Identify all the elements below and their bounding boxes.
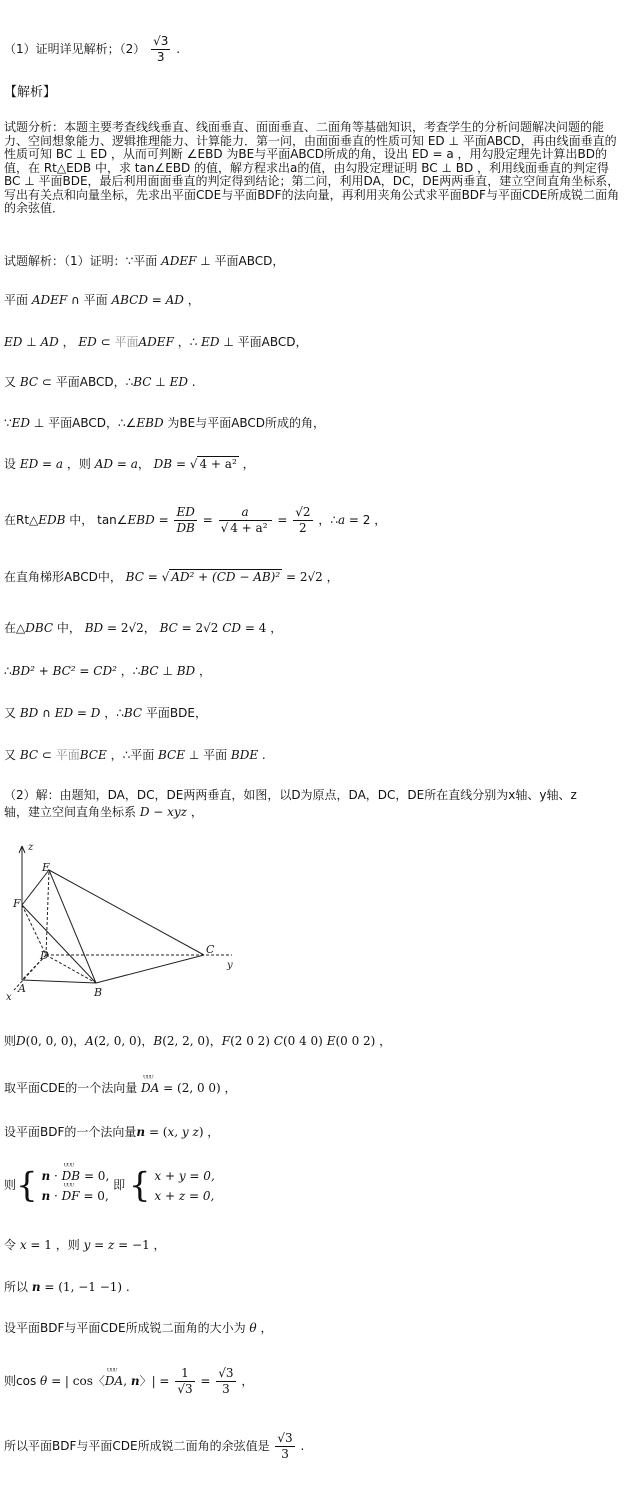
part2-line-2: 轴，建立空间直角坐标系 D − xyz ， (4, 805, 203, 819)
answer-end: . (176, 42, 181, 56)
label-y: y (227, 960, 233, 971)
part2-coords: 则D(0, 0, 0)，A(2, 0, 0)，B(2, 2, 0)，F(2 0 2) C(0 4 0) E(0 0 2) ， (4, 1034, 392, 1048)
part2-system: 则{ n · ᵁᵁᵁ DB = 0, n · ᵁᵁᵁ DF = 0, 即 { x + y = 0, x + z = 0, (4, 1161, 215, 1206)
part2-line-1: （2）解：由题知，DA，DC，DE两两垂直，如图，以D为原点，DA，DC，DE所在直线分别为x轴、y轴、z (4, 788, 577, 802)
part2-cos: 则cos θ = | cos〈 ᵁᵁᵁ DA, n〉| = $\frac{1}{√3}$ = $\frac{√3}{3}$ ， (4, 1366, 254, 1396)
label-B: B (94, 986, 103, 999)
part2-n-value: 所以 n = (1, −1 −1) . (4, 1280, 130, 1294)
proof-line-8: 在直角梯形ABCD中， BC = √ AD² + (CD − AB)² = 2√2 ， (4, 570, 339, 584)
label-x: x (6, 992, 12, 1003)
part2-theta: 设平面BDF与平面CDE所成锐二面角的大小为 θ ， (4, 1321, 273, 1335)
proof-line-9: 在△DBC 中， BD = 2√2， BC = 2√2 CD = 4 ， (4, 621, 283, 635)
answer-fraction-den: 3 (156, 50, 165, 64)
proof-line-5: ∵ED ⊥ 平面ABCD，∴∠EBD 为BE与平面ABCD所成的角， (4, 416, 326, 430)
proof-line-11: 又 BD ∩ ED = D ，∴BC 平面BDE， (4, 706, 207, 720)
geometry-figure (4, 840, 240, 1006)
answer-part1: （1）证明详见解析；（2） (4, 42, 146, 56)
proof-line-7: 在Rt△EDB 中， tan∠EBD = $\frac{ED}{DB}$ = $\frac{a}{\text{√ 4 + a²}}$ = $\frac{√2}{2}$ ，∴a = 2 ， (4, 505, 387, 535)
label-C: C (206, 943, 215, 956)
answer-fraction-num: √3 (153, 34, 169, 48)
label-D: D (40, 949, 49, 962)
answer-fraction (151, 34, 170, 65)
part2-normal-cde: 取平面CDE的一个法向量 ᵁᵁᵁ DA = (2, 0 0) ， (4, 1074, 237, 1095)
label-A: A (18, 982, 26, 995)
proof-line-6: 设 ED = a ，则 AD = a， DB = √ 4 + a² ， (4, 457, 255, 471)
proof-line-2: 平面 ADEF ∩ 平面 ABCD = AD ， (4, 293, 200, 307)
proof-line-10: ∴BD² + BC² = CD² ，∴BC ⊥ BD ， (4, 664, 211, 678)
section-title: 【解析】 (4, 85, 57, 100)
label-z: z (28, 842, 34, 853)
proof-line-1: 试题解析：（1）证明：∵平面 ADEF ⊥ 平面ABCD， (4, 254, 285, 268)
answer-line (4, 34, 180, 65)
proof-line-3: ED ⊥ AD ， ED ⊂ 平面ADEF ，∴ ED ⊥ 平面ABCD， (4, 335, 308, 349)
proof-line-4: 又 BC ⊂ 平面ABCD，∴BC ⊥ ED . (4, 375, 196, 389)
analysis-paragraph: 试题分析：本题主要考查线线垂直、线面垂直、面面垂直、二面角等基础知识，考查学生的分析问题解决问题的能力、空间想象能力、逻辑推理能力、计算能力．第一问，由面面垂直的性质可知 ED ⊥ 平面ABCD，再由线面垂直的性质可知 BC ⊥ ED ，从而可判断 ∠EBD 为BE与平面ABCD所成的角，设出 ED = a ，用勾股定理先计算出BD的值，在 Rt△EDB 中，求 tan∠EBD 的值，解方程求出a的值，由勾股定理证明 BC ⊥ BD ，利用线面垂直的判定得 BC ⊥ 平面BDE，最后利用面面垂直的判定得到结论；第二问，利用DA，DC，DE两两垂直，建立空间直角坐标系，写出有关点和向量坐标，先求出平面CDE与平面BDF的法向量，再利用夹角公式求平面BDF与平面CDE所成锐二面角的余弦值． (4, 120, 620, 215)
label-F: F (13, 897, 21, 910)
part2-normal-bdf: 设平面BDF的一个法向量n = (x, y z) ， (4, 1125, 220, 1139)
label-E: E (42, 861, 51, 874)
part2-let-x: 令 x = 1 ，则 y = z = −1 ， (4, 1238, 166, 1252)
part2-conclusion: 所以平面BDF与平面CDE所成锐二面角的余弦值是 $\frac{√3}{3}$ . (4, 1431, 305, 1461)
proof-line-12: 又 BC ⊂ 平面BCE ，∴平面 BCE ⊥ 平面 BDE . (4, 748, 266, 762)
